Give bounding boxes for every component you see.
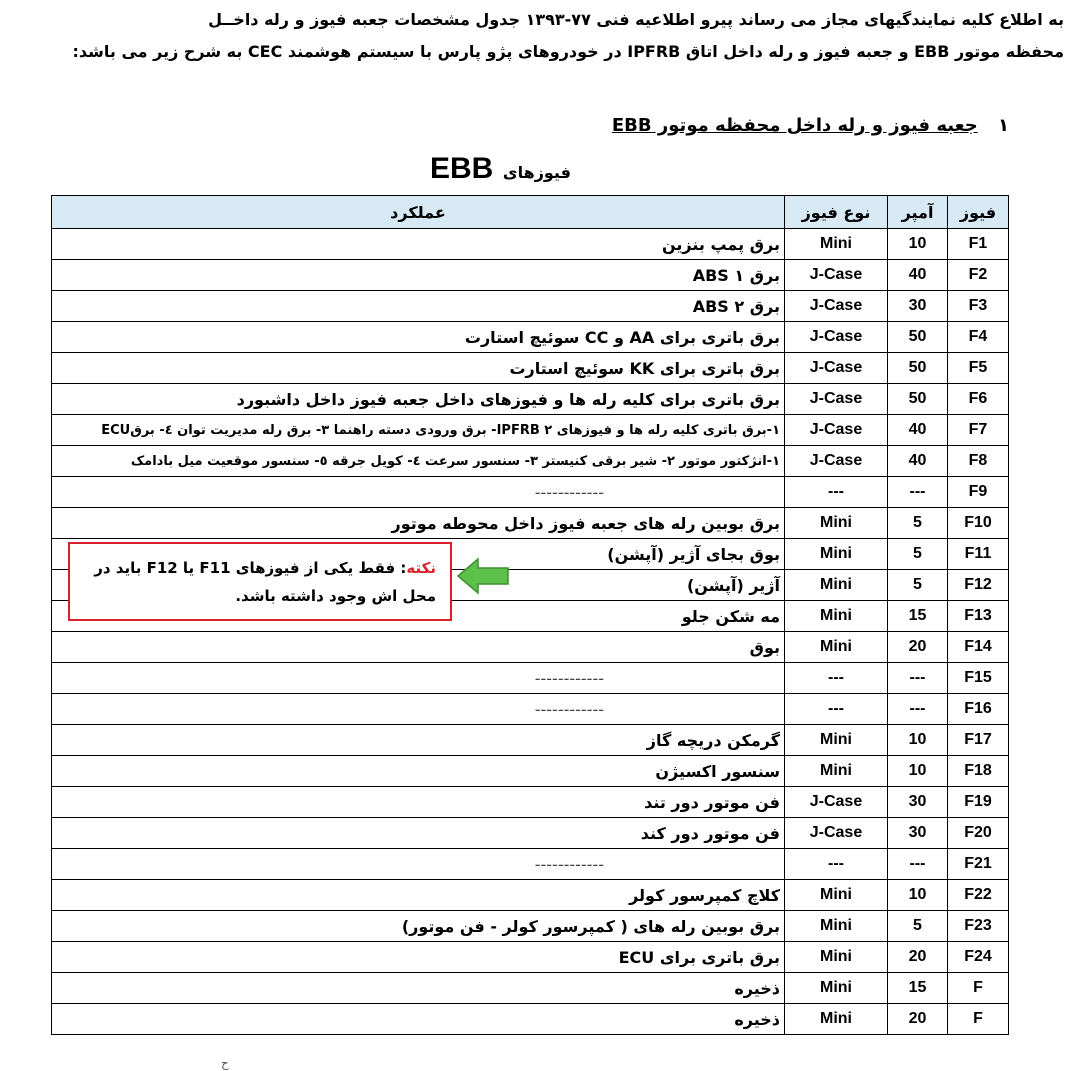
fuse-cell: F bbox=[948, 973, 1009, 1004]
header-amp: آمپر bbox=[888, 196, 948, 229]
function-cell: ذخیره bbox=[52, 1004, 785, 1035]
function-cell: فن موتور دور کند bbox=[52, 818, 785, 849]
amp-cell: --- bbox=[888, 849, 948, 880]
caption-code: EBB bbox=[430, 152, 494, 185]
table-row bbox=[52, 756, 1009, 787]
function-cell: برق باتری برای ECU bbox=[52, 942, 785, 973]
amp-cell: --- bbox=[888, 694, 948, 725]
note-label: نکته bbox=[406, 559, 436, 577]
function-cell: ۱-برق باتری کلیه رله ها و فیوزهای IPFRB ۲- برق ورودی دسته راهنما ۳- برق رله مدیریت توان ٤- برقECU bbox=[52, 415, 785, 446]
table-row bbox=[52, 663, 1009, 694]
type-cell: J-Case bbox=[785, 291, 888, 322]
note-line-1: : فقط یکی از فیوزهای F11 یا F12 باید در bbox=[94, 559, 407, 577]
amp-cell: 40 bbox=[888, 415, 948, 446]
function-cell: ذخیره bbox=[52, 973, 785, 1004]
amp-cell: 40 bbox=[888, 446, 948, 477]
section-number: ۱ bbox=[998, 115, 1009, 136]
type-cell: J-Case bbox=[785, 353, 888, 384]
table-row bbox=[52, 353, 1009, 384]
amp-cell: 50 bbox=[888, 384, 948, 415]
fuse-cell: F24 bbox=[948, 942, 1009, 973]
header-fuse: فیوز bbox=[948, 196, 1009, 229]
fuse-cell: F19 bbox=[948, 787, 1009, 818]
fuse-cell: F15 bbox=[948, 663, 1009, 694]
table-row bbox=[52, 725, 1009, 756]
fuse-cell: F1 bbox=[948, 229, 1009, 260]
header-type: نوع فیوز bbox=[785, 196, 888, 229]
type-cell: Mini bbox=[785, 880, 888, 911]
type-cell: J-Case bbox=[785, 322, 888, 353]
function-cell: ۱-انژکتور موتور ۲- شیر برقی کنیستر ۳- سنسور سرعت ٤- کویل جرقه ٥- سنسور موقعیت میل بادامک bbox=[52, 446, 785, 477]
type-cell: Mini bbox=[785, 632, 888, 663]
function-cell: ------------ bbox=[52, 694, 785, 725]
header-function: عملکرد bbox=[52, 196, 785, 229]
table-row bbox=[52, 632, 1009, 663]
table-row bbox=[52, 1004, 1009, 1035]
function-cell: ------------ bbox=[52, 663, 785, 694]
function-cell: بوق بجای آژیر (آپشن) bbox=[52, 539, 785, 570]
fuse-cell: F21 bbox=[948, 849, 1009, 880]
table-row bbox=[52, 260, 1009, 291]
function-cell: برق پمپ بنزین bbox=[52, 229, 785, 260]
fuse-cell: F11 bbox=[948, 539, 1009, 570]
function-cell: ------------ bbox=[52, 477, 785, 508]
fuse-cell: F2 bbox=[948, 260, 1009, 291]
fuse-cell: F13 bbox=[948, 601, 1009, 632]
note-line-2: محل اش وجود داشته باشد. bbox=[235, 587, 436, 605]
fuse-cell: F7 bbox=[948, 415, 1009, 446]
type-cell: Mini bbox=[785, 725, 888, 756]
type-cell: Mini bbox=[785, 601, 888, 632]
amp-cell: 10 bbox=[888, 880, 948, 911]
type-cell: Mini bbox=[785, 508, 888, 539]
table-row bbox=[52, 384, 1009, 415]
fuse-cell: F8 bbox=[948, 446, 1009, 477]
function-cell: برق ۱ ABS bbox=[52, 260, 785, 291]
amp-cell: 15 bbox=[888, 601, 948, 632]
type-cell: J-Case bbox=[785, 384, 888, 415]
function-cell: برق بوبین رله های جعبه فیوز داخل محوطه موتور bbox=[52, 508, 785, 539]
function-cell: برق ۲ ABS bbox=[52, 291, 785, 322]
amp-cell: --- bbox=[888, 663, 948, 694]
type-cell: Mini bbox=[785, 911, 888, 942]
table-row bbox=[52, 973, 1009, 1004]
section-heading bbox=[612, 115, 1009, 136]
function-cell: برق بوبین رله های ( کمپرسور کولر - فن موتور) bbox=[52, 911, 785, 942]
fuse-cell: F6 bbox=[948, 384, 1009, 415]
type-cell: --- bbox=[785, 849, 888, 880]
type-cell: J-Case bbox=[785, 415, 888, 446]
amp-cell: 5 bbox=[888, 570, 948, 601]
type-cell: J-Case bbox=[785, 260, 888, 291]
amp-cell: 30 bbox=[888, 291, 948, 322]
amp-cell: 10 bbox=[888, 756, 948, 787]
amp-cell: 50 bbox=[888, 353, 948, 384]
fuse-cell: F bbox=[948, 1004, 1009, 1035]
type-cell: --- bbox=[785, 477, 888, 508]
type-cell: Mini bbox=[785, 973, 888, 1004]
fuse-cell: F22 bbox=[948, 880, 1009, 911]
fuse-cell: F4 bbox=[948, 322, 1009, 353]
function-cell: سنسور اکسیژن bbox=[52, 756, 785, 787]
table-row bbox=[52, 446, 1009, 477]
intro-line-1: به اطلاع کلیه نمایندگیهای مجاز می رساند پیرو اطلاعیه فنی ۷۷-۱۳۹۳ جدول مشخصات جعبه فیوز و رله داخــل bbox=[208, 10, 1064, 29]
fuse-cell: F3 bbox=[948, 291, 1009, 322]
amp-cell: 10 bbox=[888, 229, 948, 260]
table-caption bbox=[430, 152, 571, 186]
type-cell: J-Case bbox=[785, 818, 888, 849]
function-cell: برق باتری برای AA و CC سوئیچ استارت bbox=[52, 322, 785, 353]
intro-line-2: محفظه موتور EBB و جعبه فیوز و رله داخل اتاق IPFRB در خودروهای پژو پارس با سیستم هوشمند CEC به شرح زیر می باشد: bbox=[72, 42, 1064, 61]
table-row bbox=[52, 818, 1009, 849]
amp-cell: 20 bbox=[888, 632, 948, 663]
fuse-cell: F10 bbox=[948, 508, 1009, 539]
amp-cell: 5 bbox=[888, 911, 948, 942]
table-row bbox=[52, 911, 1009, 942]
amp-cell: 15 bbox=[888, 973, 948, 1004]
amp-cell: 20 bbox=[888, 942, 948, 973]
section-title: جعبه فیوز و رله داخل محفظه موتور EBB bbox=[611, 115, 978, 136]
table-row bbox=[52, 787, 1009, 818]
fuse-cell: F9 bbox=[948, 477, 1009, 508]
function-cell: برق باتری برای کلیه رله ها و فیوزهای داخل جعبه فیوز داخل داشبورد bbox=[52, 384, 785, 415]
type-cell: Mini bbox=[785, 942, 888, 973]
amp-cell: --- bbox=[888, 477, 948, 508]
function-cell: برق باتری برای KK سوئیچ استارت bbox=[52, 353, 785, 384]
amp-cell: 5 bbox=[888, 539, 948, 570]
amp-cell: 40 bbox=[888, 260, 948, 291]
fuse-cell: F23 bbox=[948, 911, 1009, 942]
table-row bbox=[52, 415, 1009, 446]
function-cell: کلاچ کمپرسور کولر bbox=[52, 880, 785, 911]
type-cell: Mini bbox=[785, 756, 888, 787]
type-cell: Mini bbox=[785, 570, 888, 601]
table-row bbox=[52, 508, 1009, 539]
function-cell: گرمکن دریچه گاز bbox=[52, 725, 785, 756]
fuse-cell: F14 bbox=[948, 632, 1009, 663]
type-cell: Mini bbox=[785, 539, 888, 570]
amp-cell: 5 bbox=[888, 508, 948, 539]
table-row bbox=[52, 694, 1009, 725]
amp-cell: 50 bbox=[888, 322, 948, 353]
amp-cell: 10 bbox=[888, 725, 948, 756]
type-cell: J-Case bbox=[785, 446, 888, 477]
fuse-cell: F16 bbox=[948, 694, 1009, 725]
function-cell: مه شکن جلو bbox=[52, 601, 785, 632]
amp-cell: 20 bbox=[888, 1004, 948, 1035]
type-cell: J-Case bbox=[785, 787, 888, 818]
left-arrow-icon bbox=[456, 556, 512, 596]
table-row bbox=[52, 229, 1009, 260]
table-row bbox=[52, 322, 1009, 353]
function-cell: ------------ bbox=[52, 849, 785, 880]
table-row bbox=[52, 849, 1009, 880]
fuse-cell: F18 bbox=[948, 756, 1009, 787]
amp-cell: 30 bbox=[888, 787, 948, 818]
fuse-cell: F20 bbox=[948, 818, 1009, 849]
fuse-cell: F12 bbox=[948, 570, 1009, 601]
type-cell: Mini bbox=[785, 229, 888, 260]
table-row bbox=[52, 880, 1009, 911]
function-cell: آژیر (آپشن) bbox=[52, 570, 785, 601]
fuse-cell: F17 bbox=[948, 725, 1009, 756]
amp-cell: 30 bbox=[888, 818, 948, 849]
table-row bbox=[52, 291, 1009, 322]
type-cell: Mini bbox=[785, 1004, 888, 1035]
fuse-cell: F5 bbox=[948, 353, 1009, 384]
table-row bbox=[52, 942, 1009, 973]
caption-label: فیوزهای bbox=[502, 163, 571, 182]
note-box bbox=[68, 542, 452, 621]
type-cell: --- bbox=[785, 694, 888, 725]
type-cell: --- bbox=[785, 663, 888, 694]
footer-mark: ح bbox=[221, 1056, 229, 1070]
table-header-row bbox=[52, 196, 1009, 229]
function-cell: فن موتور دور تند bbox=[52, 787, 785, 818]
table-row bbox=[52, 477, 1009, 508]
function-cell: بوق bbox=[52, 632, 785, 663]
